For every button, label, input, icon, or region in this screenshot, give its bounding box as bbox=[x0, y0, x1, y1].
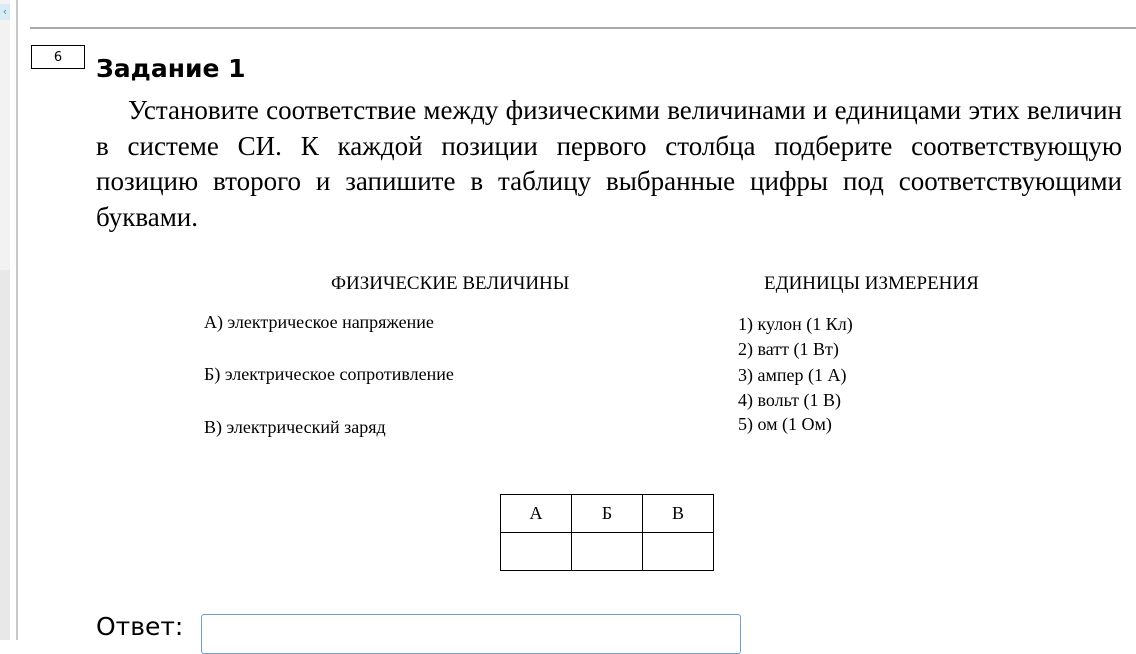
answer-grid-header-row bbox=[501, 495, 714, 533]
left-divider bbox=[16, 0, 18, 640]
answer-label: Ответ: bbox=[96, 612, 184, 641]
answer-grid-value-row bbox=[501, 533, 714, 571]
answer-grid-cell-v bbox=[643, 533, 714, 571]
unit-item: 4) вольт (1 В) bbox=[738, 390, 841, 410]
answer-grid bbox=[500, 494, 714, 571]
unit-item: 3) ампер (1 А) bbox=[738, 365, 847, 385]
units-column-header: ЕДИНИЦЫ ИЗМЕРЕНИЯ bbox=[764, 273, 979, 294]
quantity-item: Б) электрическое сопротивление bbox=[204, 364, 454, 384]
top-divider bbox=[30, 27, 1136, 29]
quantities-column-header: ФИЗИЧЕСКИЕ ВЕЛИЧИНЫ bbox=[331, 273, 570, 294]
answer-grid-header-b: Б bbox=[572, 495, 643, 533]
answer-input[interactable] bbox=[201, 614, 741, 654]
task-title: Задание 1 bbox=[96, 54, 246, 83]
unit-item: 5) ом (1 Ом) bbox=[738, 414, 832, 434]
answer-grid-cell-b bbox=[572, 533, 643, 571]
left-gutter-scroll-area bbox=[0, 270, 10, 640]
task-statement: Установите соответствие между физическими величинами и единицами этих величин в системе СИ. К каждой позиции первого столбца подберите соответствующую позицию второго и запишите в таблицу выбранные цифры под соответствующими буквами. bbox=[96, 95, 1122, 232]
answer-grid-header-a: А bbox=[501, 495, 572, 533]
unit-item: 1) кулон (1 Кл) bbox=[738, 314, 853, 334]
task-number-box: 6 bbox=[31, 45, 85, 69]
answer-grid-cell-a bbox=[501, 533, 572, 571]
collapse-arrow-icon[interactable]: ‹ bbox=[0, 4, 10, 20]
quantity-item: В) электрический заряд bbox=[204, 417, 386, 437]
quantity-item: А) электрическое напряжение bbox=[204, 312, 434, 332]
unit-item: 2) ватт (1 Вт) bbox=[738, 339, 839, 359]
answer-grid-header-v: В bbox=[643, 495, 714, 533]
